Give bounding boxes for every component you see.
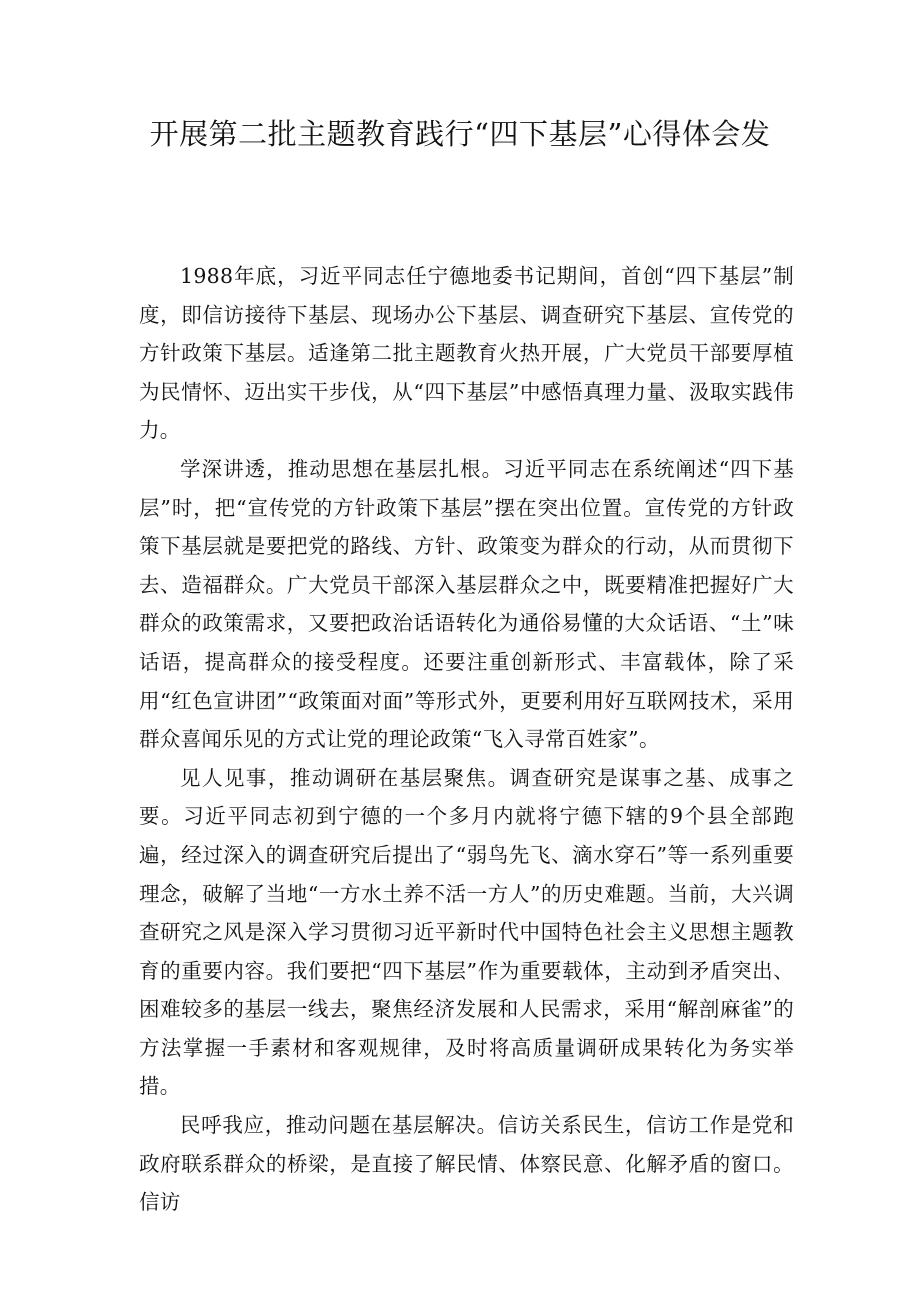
paragraph-propaganda: 学深讲透，推动思想在基层扎根。习近平同志在系统阐述“四下基层”时，把“宣传党的方针政策下基层”摆在突出位置。宣传党的方针政策下基层就是要把党的路线、方针、政策变为群众的行动，从而贯彻下去、造福群众。广大党员干部深入基层群众之中，既要精准把握好广大群众的政策需求，又要把政治话语转化为通俗易懂的大众话语、“土”味话语，提高群众的接受程度。还要注重创新形式、丰富载体，除了采用“红色宣讲团”“政策面对面”等形式外，更要利用好互联网技术，采用群众喜闻乐见的方式让党的理论政策“飞入寻常百姓家”。: [139, 456, 794, 752]
document-body: [139, 257, 794, 1222]
paragraph-research: 见人见事，推动调研在基层聚焦。调查研究是谋事之基、成事之要。习近平同志初到宁德的一个多月内就将宁德下辖的9个县全部跑遍，经过深入的调查研究后提出了“弱鸟先飞、滴水穿石”等一系列重要理念，破解了当地“一方水土养不活一方人”的历史难题。当前，大兴调查研究之风是深入学习贯彻习近平新时代中国特色社会主义思想主题教育的重要内容。我们要把“四下基层”作为重要载体，主动到矛盾突出、困难较多的基层一线去，聚焦经济发展和人民需求，采用“解剖麻雀”的方法掌握一手素材和客观规律，及时将高质量调研成果转化为务实举措。: [139, 765, 794, 1099]
paragraph-petition: 民呼我应，推动问题在基层解决。信访关系民生，信访工作是党和政府联系群众的桥梁，是直接了解民情、体察民意、化解矛盾的窗口。信访: [139, 1113, 794, 1215]
paragraph-intro: 1988年底，习近平同志任宁德地委书记期间，首创“四下基层”制度，即信访接待下基层、现场办公下基层、调查研究下基层、宣传党的方针政策下基层。适逢第二批主题教育火热开展，广大党员干部要厚植为民情怀、迈出实干步伐，从“四下基层”中感悟真理力量、汲取实践伟力。: [139, 264, 794, 443]
document-title: 开展第二批主题教育践行“四下基层”心得体会发: [149, 117, 771, 151]
